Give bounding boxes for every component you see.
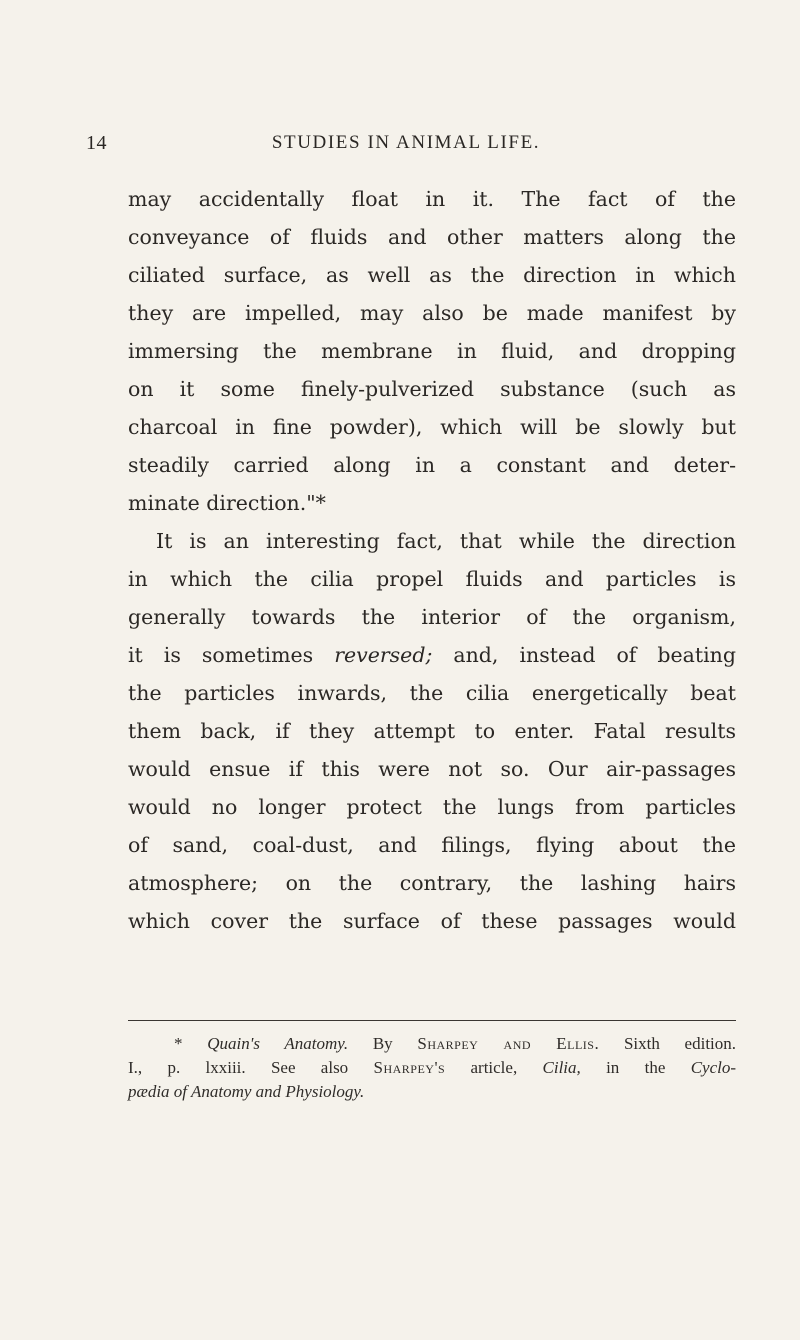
paragraph-start-line: It is an interesting fact, that while the direction <box>156 529 736 553</box>
footnote-rule <box>128 1020 736 1021</box>
text-line: in which the cilia propel fluids and particles is <box>128 567 736 591</box>
body-text <box>128 180 736 940</box>
text-line: they are impelled, may also be made manifest by <box>128 301 736 325</box>
text-line: minate direction."* <box>128 491 326 515</box>
text-line: the particles inwards, the cilia energetically beat <box>128 681 736 705</box>
text-line: of sand, coal-dust, and filings, flying about the <box>128 833 736 857</box>
footnote-line <box>128 1056 736 1080</box>
text-line: ciliated surface, as well as the direction in which <box>128 263 736 287</box>
text-line: would ensue if this were not so. Our air-passages <box>128 757 736 781</box>
footnote-work: Quain's Anatomy. <box>207 1034 349 1053</box>
text-line: generally towards the interior of the organism, <box>128 605 736 629</box>
page-header <box>86 132 726 162</box>
line-prefix: it is sometimes <box>128 643 335 667</box>
page-number: 14 <box>86 132 107 154</box>
emphasis-reversed: reversed; <box>334 643 433 667</box>
footnote-text: I., p. lxxiii. See also <box>128 1058 374 1077</box>
text-line: steadily carried along in a constant and deter- <box>128 453 736 477</box>
text-line-with-emphasis <box>128 636 736 674</box>
footnote-cyclopaedia-cont: pædia of Anatomy and Physiology. <box>128 1082 365 1101</box>
text-line: would no longer protect the lungs from particles <box>128 795 736 819</box>
footnote-cilia: Cilia, <box>542 1058 581 1077</box>
text-line: charcoal in fine powder), which will be slowly but <box>128 415 736 439</box>
footnote-line <box>128 1032 736 1056</box>
text-line: may accidentally float in it. The fact of the <box>128 187 736 211</box>
footnote-edition: Sixth edition. <box>599 1034 737 1053</box>
footnote-authors: Sharpey and Ellis. <box>417 1034 600 1053</box>
text-line: immersing the membrane in fluid, and dropping <box>128 339 736 363</box>
footnote-sharpey: Sharpey's <box>373 1058 446 1077</box>
line-suffix: and, instead of beating <box>453 643 736 667</box>
text-line: on it some finely-pulverized substance (such as <box>128 377 736 401</box>
text-line: which cover the surface of these passages would <box>128 909 736 933</box>
footnote-cyclopaedia: Cyclo- <box>690 1058 737 1077</box>
footnote <box>128 1032 736 1104</box>
text-line: atmosphere; on the contrary, the lashing hairs <box>128 871 736 895</box>
text-line: them back, if they attempt to enter. Fatal results <box>128 719 736 743</box>
text-line: conveyance of fluids and other matters along the <box>128 225 736 249</box>
footnote-text: article, <box>445 1058 543 1077</box>
footnote-marker: * <box>174 1034 208 1053</box>
running-head: STUDIES IN ANIMAL LIFE. <box>271 132 541 153</box>
footnote-by: By <box>348 1034 418 1053</box>
footnote-line <box>128 1080 736 1104</box>
footnote-text: in the <box>580 1058 691 1077</box>
